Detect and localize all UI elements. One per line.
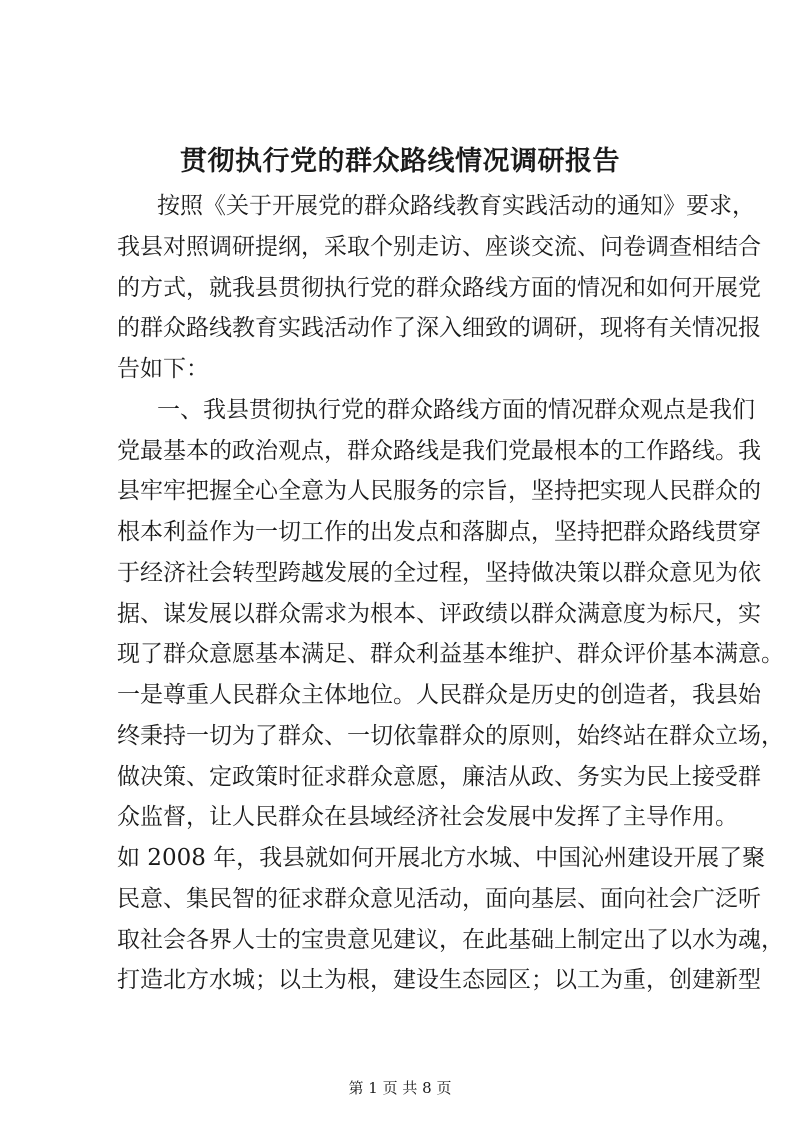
text-line: 于经济社会转型跨越发展的全过程，坚持做决策以群众意见为依 (117, 559, 761, 586)
text-line: 取社会各界人士的宝贵意见建议，在此基础上制定出了以水为魂， (117, 926, 784, 953)
text-line: 我县对照调研提纲，采取个别走访、座谈交流、问卷调查相结合 (117, 233, 761, 260)
text-line: 按照《关于开展党的群众路线教育实践活动的通知》要求， (157, 193, 755, 219)
document-title: 贯彻执行党的群众路线情况调研报告 (180, 146, 620, 177)
page-number-footer: 第 1 页 共 8 页 (348, 1079, 452, 1097)
text-line: 终秉持一切为了群众、一切依靠群众的原则，始终站在群众立场， (117, 722, 784, 749)
text-line: 根本利益作为一切工作的出发点和落脚点，坚持把群众路线贯穿 (117, 519, 761, 545)
text-line: 告如下： (117, 356, 209, 382)
document-body (117, 186, 784, 1001)
text-line: 一、我县贯彻执行党的群众路线方面的情况群众观点是我们 (157, 396, 755, 423)
text-line: 打造北方水城；以土为根，建设生态园区；以工为重，创建新型 (117, 967, 761, 994)
text-line: 现了群众意愿基本满足、群众利益基本维护、群众评价基本满意。 (117, 641, 784, 668)
text-line: 做决策、定政策时征求群众意愿，廉洁从政、务实为民上接受群 (117, 763, 761, 790)
text-line: 县牢牢把握全心全意为人民服务的宗旨，坚持把实现人民群众的 (117, 478, 761, 505)
text-line: 据、谋发展以群众需求为根本、评政绩以群众满意度为标尺，实 (117, 600, 761, 627)
text-line: 的群众路线教育实践活动作了深入细致的调研，现将有关情况报 (117, 315, 761, 342)
text-line: 民意、集民智的征求群众意见活动，面向基层、面向社会广泛听 (117, 885, 761, 912)
text-line: 的方式，就我县贯彻执行党的群众路线方面的情况和如何开展党 (117, 274, 761, 301)
text-line: 如 2008 年，我县就如何开展北方水城、中国沁州建设开展了聚 (117, 845, 766, 871)
text-line: 众监督，让人民群众在县域经济社会发展中发挥了主导作用。 (117, 804, 738, 831)
text-line: 党最基本的政治观点，群众路线是我们党最根本的工作路线。我 (117, 437, 761, 464)
text-line: 一是尊重人民群众主体地位。人民群众是历史的创造者，我县始 (117, 682, 761, 708)
